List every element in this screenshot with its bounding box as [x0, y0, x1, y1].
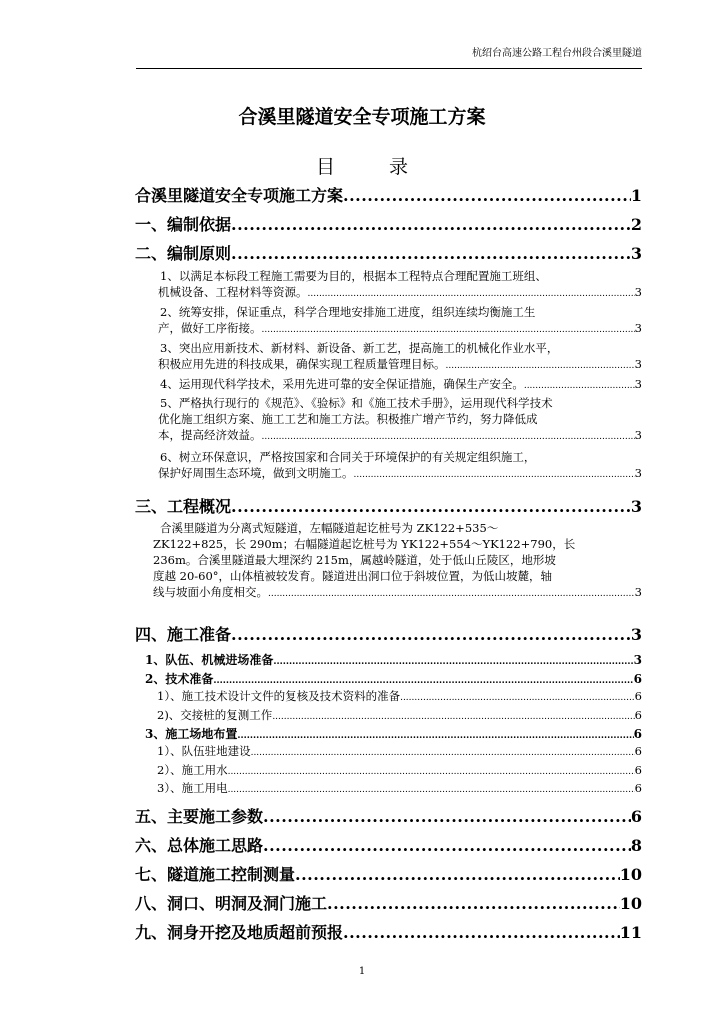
toc-paragraph-entry[interactable]: 合溪里隧道为分离式短隧道，左幅隧道起讫桩号为 ZK122+535～ ZK122+825，长 290m；右幅隧道起讫桩号为 YK122+554～YK122+790，长 236m。合溪里隧道最大埋深约 215m，属越岭隧道，处于低山丘陵区，地形坡 度越 20-60°，山体植被较发育。隧道进出洞口位于斜坡位置，为低山坡麓，轴 线与坡面小角度相交。 ..... 3 — [158, 520, 642, 600]
toc-entry[interactable]: 五、主要施工参数 ..... 6 — [135, 804, 642, 827]
toc-subentry[interactable]: 1）、队伍驻地建设 ..... 6 — [135, 743, 642, 759]
toc-paragraph-entry[interactable]: 5、严格执行现行的《规范》、《验标》和《施工技术手册》，运用现代科学技术 优化施工组织方案、施工工艺和施工方法。积极推广增产节约，努力降低成 本，提高经济效益。 ..... 3 — [158, 395, 642, 443]
toc-paragraph-entry[interactable]: 2、统筹安排，保证重点，科学合理地安排施工进度，组织连续均衡施工生 产，做好工序衔接。 ..... 3 — [158, 304, 642, 336]
toc-subentry[interactable]: 3、施工场地布置 ..... 6 — [135, 725, 642, 742]
toc-heading: 目 录 — [315, 156, 433, 178]
toc-paragraph-entry[interactable]: 3、突出应用新技术、新材料、新设备、新工艺，提高施工的机械化作业水平， 积极应用先进的科技成果，确保实现工程质量管理目标。 ..... 3 — [158, 340, 642, 372]
header-text: 杭绍台高速公路工程台州段合溪里隧道 — [472, 48, 642, 59]
toc-entry[interactable]: 九、洞身开挖及地质超前预报 ..... 11 — [135, 920, 642, 943]
toc-subentry[interactable]: 3）、施工用电 ..... 6 — [135, 780, 642, 796]
toc-subentry[interactable]: 1）、施工技术设计文件的复核及技术资料的准备 ..... 6 — [135, 688, 642, 704]
page-header — [136, 30, 642, 69]
toc-subentry[interactable]: 2)、交接桩的复测工作 ..... 6 — [135, 707, 642, 723]
toc-entry[interactable]: 七、隧道施工控制测量 ..... 10 — [135, 862, 642, 885]
toc-entry[interactable]: 三、工程概况 ..... 3 — [135, 494, 642, 517]
toc-entry[interactable]: 四、施工准备 ..... 3 — [135, 622, 642, 645]
toc-subentry[interactable]: 2、技术准备 ..... 6 — [135, 670, 642, 687]
toc-entry[interactable]: 八、洞口、明洞及洞门施工 ..... 10 — [135, 891, 642, 914]
toc-entry[interactable]: 二、编制原则 ..... 3 — [135, 241, 642, 264]
toc-paragraph-entry[interactable]: 4、运用现代科学技术，采用先进可靠的安全保证措施，确保生产安全。 ..... 3 — [158, 376, 642, 392]
toc-entry[interactable]: 合溪里隧道安全专项施工方案 ..... 1 — [135, 183, 642, 206]
toc-paragraph-entry[interactable]: 1、以满足本标段工程施工需要为目的，根据本工程特点合理配置施工班组、 机械设备、工程材料等资源。 ..... 3 — [158, 268, 642, 300]
toc-subentry[interactable]: 2）、施工用水 ..... 6 — [135, 762, 642, 778]
toc-entry[interactable]: 六、总体施工思路 ..... 8 — [135, 833, 642, 856]
toc-entry[interactable]: 一、编制依据 ..... 2 — [135, 212, 642, 235]
page-number: 1 — [358, 966, 366, 977]
document-title: 合溪里隧道安全专项施工方案 — [238, 106, 486, 128]
toc-paragraph-entry[interactable]: 6、树立环保意识，严格按国家和合同关于环境保护的有关规定组织施工， 保护好周围生态环境，做到文明施工。 ..... 3 — [158, 449, 642, 481]
toc-subentry[interactable]: 1、队伍、机械进场准备 ..... 3 — [135, 651, 642, 668]
